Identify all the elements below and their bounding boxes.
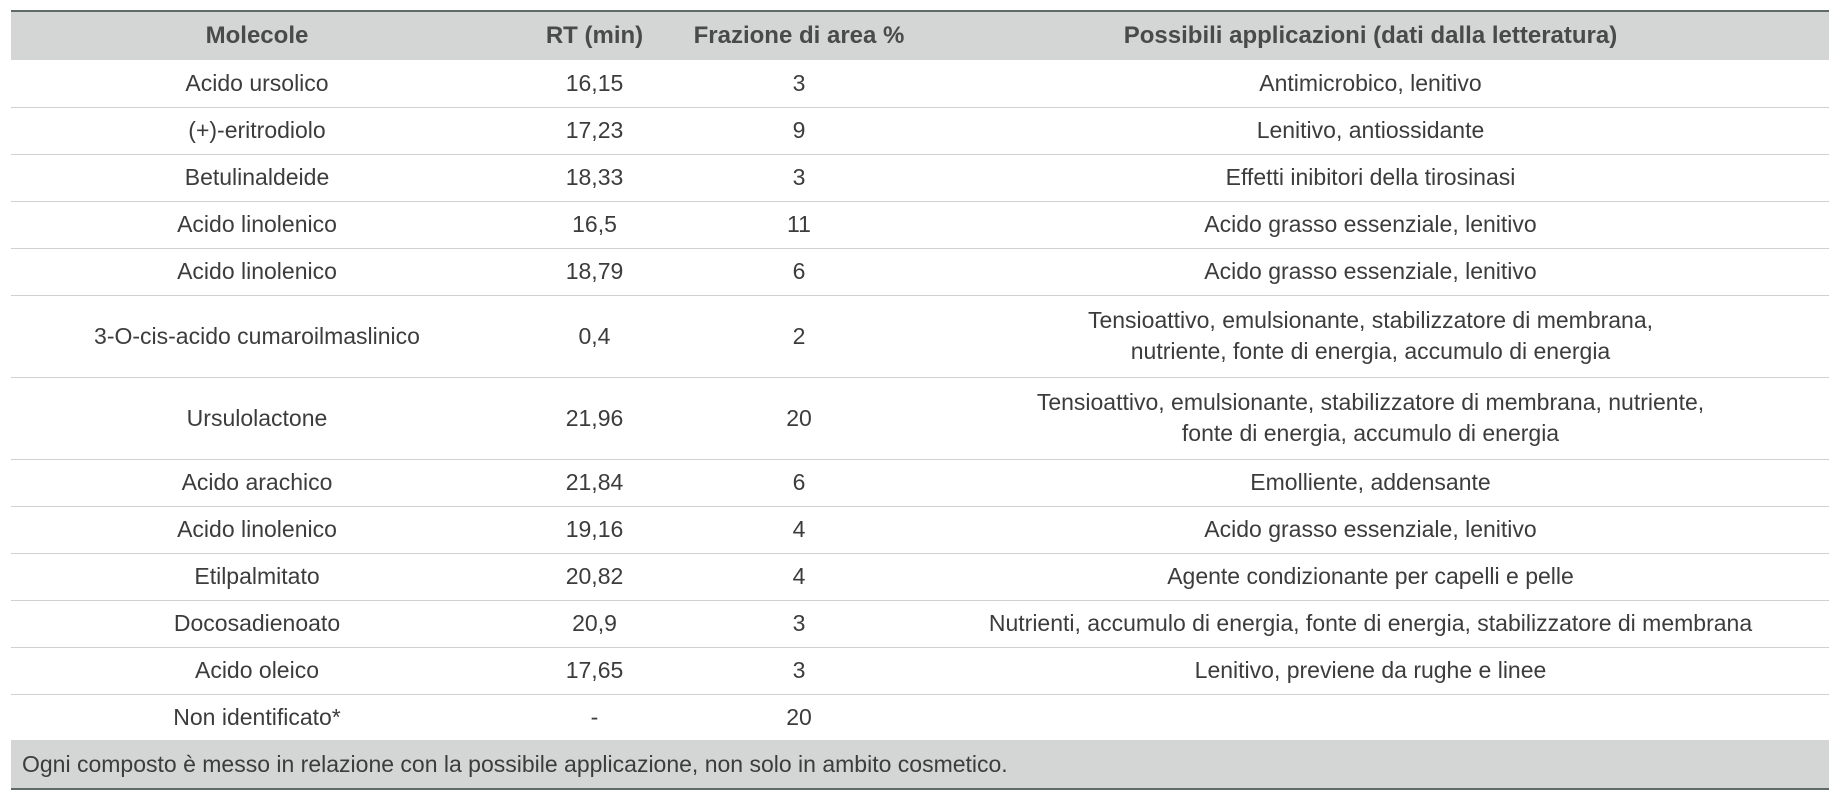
applicazioni-line: nutriente, fonte di energia, accumulo di energia — [1130, 338, 1611, 364]
cell-molecola: Acido linolenico — [11, 248, 503, 295]
table-row — [11, 694, 1829, 740]
column-header-applicazioni: Possibili applicazioni (dati dalla letteratura) — [1123, 22, 1618, 49]
cell-applicazioni — [912, 647, 1829, 694]
applicazioni-line: Antimicrobico, lenitivo — [1259, 69, 1482, 96]
cell-area: 3 — [686, 647, 912, 694]
cell-rt: 0,4 — [503, 295, 686, 377]
cell-rt: 16,5 — [503, 201, 686, 248]
cell-rt: 21,84 — [503, 459, 686, 506]
cell-area: 4 — [686, 553, 912, 600]
cell-molecola: Acido oleico — [11, 647, 503, 694]
applicazioni-line: Tensioattivo, emulsionante, stabilizzatore di membrana, — [1087, 307, 1654, 333]
applicazioni-line: Lenitivo, antiossidante — [1256, 117, 1485, 143]
table-row — [11, 377, 1829, 459]
table-header-row — [11, 11, 1829, 60]
table-row — [11, 459, 1829, 506]
cell-applicazioni — [912, 154, 1829, 201]
cell-area: 11 — [686, 201, 912, 248]
table-row — [11, 248, 1829, 295]
table-row — [11, 600, 1829, 647]
cell-area: 4 — [686, 506, 912, 553]
table-row — [11, 506, 1829, 553]
cell-rt: 18,79 — [503, 248, 686, 295]
cell-molecola: Betulinaldeide — [11, 154, 503, 201]
cell-area: 6 — [686, 248, 912, 295]
applicazioni-line: fonte di energia, accumulo di energia — [1181, 420, 1560, 446]
applicazioni-line: Agente condizionante per capelli e pelle — [1167, 563, 1574, 589]
cell-applicazioni — [912, 377, 1829, 459]
cell-applicazioni — [912, 107, 1829, 154]
cell-molecola: Acido linolenico — [11, 506, 503, 553]
applicazioni-line: Effetti inibitori della tirosinasi — [1225, 164, 1516, 190]
cell-area: 3 — [686, 600, 912, 647]
cell-area: 3 — [686, 154, 912, 201]
cell-area: 3 — [686, 60, 912, 107]
cell-area: 2 — [686, 295, 912, 377]
cell-rt: 17,65 — [503, 647, 686, 694]
cell-molecola: Acido linolenico — [11, 201, 503, 248]
cell-rt: 20,9 — [503, 600, 686, 647]
table-row — [11, 295, 1829, 377]
applicazioni-line: Acido grasso essenziale, lenitivo — [1204, 258, 1537, 284]
cell-molecola: Acido arachico — [11, 459, 503, 506]
cell-molecola: Non identificato* — [173, 703, 341, 730]
applicazioni-line: Emolliente, addensante — [1250, 469, 1491, 495]
cell-rt: - — [590, 703, 599, 730]
cell-applicazioni — [912, 694, 1829, 740]
cell-applicazioni — [912, 600, 1829, 647]
cell-molecola: 3-O-cis-acido cumaroilmaslinico — [11, 295, 503, 377]
cell-area: 6 — [686, 459, 912, 506]
column-header-area: Frazione di area % — [693, 22, 905, 49]
cell-rt: 16,15 — [503, 60, 686, 107]
applicazioni-line: Nutrienti, accumulo di energia, fonte di energia, stabilizzatore di membrana — [988, 610, 1753, 636]
cell-rt: 18,33 — [503, 154, 686, 201]
cell-rt: 19,16 — [503, 506, 686, 553]
cell-applicazioni — [912, 506, 1829, 553]
cell-applicazioni — [912, 295, 1829, 377]
table-row — [11, 647, 1829, 694]
cell-area: 20 — [686, 377, 912, 459]
applicazioni-line: Acido grasso essenziale, lenitivo — [1204, 516, 1537, 542]
table-row — [11, 60, 1829, 107]
cell-applicazioni — [912, 553, 1829, 600]
column-header-rt: RT (min) — [545, 22, 644, 49]
cell-molecola: (+)-eritrodiolo — [11, 107, 503, 154]
cell-rt: 20,82 — [503, 553, 686, 600]
cell-molecola: Etilpalmitato — [11, 553, 503, 600]
applicazioni-line: Lenitivo, previene da rughe e linee — [1194, 657, 1547, 683]
cell-rt: 17,23 — [503, 107, 686, 154]
cell-rt: 21,96 — [503, 377, 686, 459]
column-header-molecole: Molecole — [205, 22, 309, 49]
table-row — [11, 553, 1829, 600]
cell-applicazioni — [912, 248, 1829, 295]
applicazioni-line: Tensioattivo, emulsionante, stabilizzatore di membrana, nutriente, — [1036, 389, 1705, 415]
applicazioni-line: Acido grasso essenziale, lenitivo — [1204, 211, 1537, 237]
molecule-table — [11, 10, 1829, 740]
cell-molecola: Ursulolactone — [11, 377, 503, 459]
cell-applicazioni — [912, 459, 1829, 506]
cell-molecola: Docosadienoato — [11, 600, 503, 647]
cell-area: 20 — [786, 703, 812, 730]
cell-applicazioni — [912, 60, 1829, 107]
data-table-container — [11, 10, 1829, 790]
cell-applicazioni — [912, 201, 1829, 248]
table-footnote: Ogni composto è messo in relazione con la possibile applicazione, non solo in ambito cosmetico. — [11, 740, 1829, 790]
table-row — [11, 154, 1829, 201]
table-row — [11, 201, 1829, 248]
cell-molecola: Acido ursolico — [11, 60, 503, 107]
table-row — [11, 107, 1829, 154]
cell-area: 9 — [686, 107, 912, 154]
